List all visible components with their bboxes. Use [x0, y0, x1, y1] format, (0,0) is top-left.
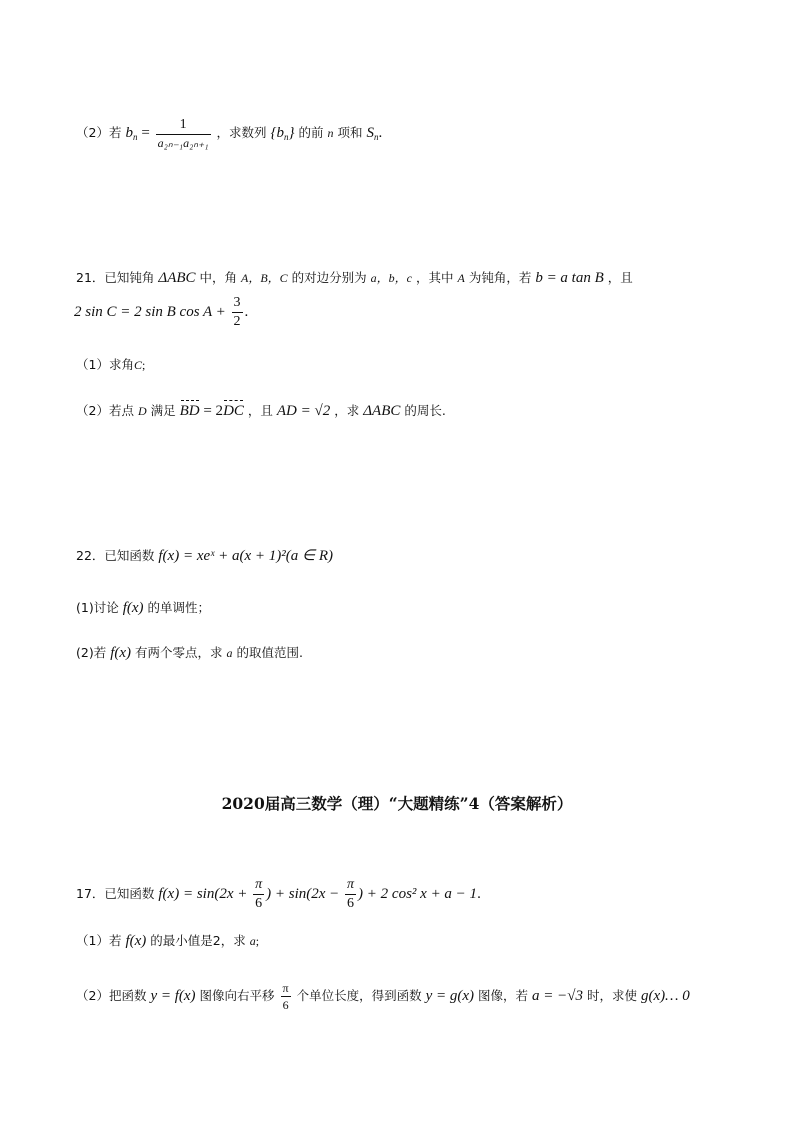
q22-part1-end: 的单调性； — [147, 600, 211, 615]
q17-part2-mid4: 时，求使 — [586, 988, 637, 1003]
q17-end: . — [477, 886, 481, 902]
q17-part2-y2: y = g(x) — [425, 988, 475, 1004]
q17-part1-prefix: （1）若 — [76, 933, 122, 948]
q17-tail: ) + 2 cos² x + a − 1 — [358, 886, 478, 902]
q21-part2-eq: = 2 — [199, 403, 224, 419]
q21-part1-end: ; — [141, 358, 146, 372]
answer-section-title: 2020届高三数学（理）“大题精练”4（答案解析） — [221, 794, 573, 813]
q17-lhs: f(x) = sin(2x + — [158, 886, 252, 902]
q17-part1-mid: 的最小值是2，求 — [150, 933, 246, 948]
q22-part2 — [76, 646, 303, 661]
q22-part2-fx: f(x) — [110, 645, 132, 661]
q22-part2-prefix: (2)若 — [76, 645, 107, 660]
q22-part1-fx: f(x) — [122, 600, 144, 616]
q17-part1-end: ; — [255, 934, 260, 948]
q17-part2-prefix: （2）把函数 — [76, 988, 147, 1003]
q22-part2-a: a — [226, 646, 233, 660]
q20-text2: 的前 — [298, 125, 324, 140]
q22-part1-prefix: (1)讨论 — [76, 600, 119, 615]
q17-part2-g: g(x)… 0 — [640, 988, 690, 1004]
q21-A: A — [457, 271, 465, 285]
q20-equals: = — [141, 125, 154, 141]
q21-part2-prefix: （2）若点 — [76, 403, 134, 418]
q21-vector-dc: DC — [223, 403, 244, 419]
q21-mid4: 为钝角，若 — [468, 270, 532, 285]
q17-frac1-num: π — [255, 877, 263, 892]
q17-frac2-den: 6 — [347, 896, 355, 911]
q21-equation: 2 sin C = 2 sin B cos A + — [74, 304, 230, 320]
q17-part2-frac — [281, 982, 291, 1011]
q21-part2-mid3: ，求 — [334, 403, 360, 418]
q17-part2-frac-den: 6 — [282, 998, 289, 1012]
q21-part2-tri: ΔABC — [363, 403, 401, 419]
q21-line2 — [74, 296, 248, 329]
q21-part2-end: 的周长. — [404, 403, 446, 418]
q21-fraction — [232, 296, 243, 329]
q17-line1 — [76, 878, 481, 911]
q17-frac1-den: 6 — [255, 896, 263, 911]
q21-sides: a，b，c — [370, 271, 412, 285]
q20-part2-prefix: （2）若 — [76, 125, 122, 140]
q22-part2-end: 的取值范围. — [236, 645, 303, 660]
q17-part2-y1: y = f(x) — [150, 988, 196, 1004]
q20-n: n — [327, 126, 334, 140]
q17-part2-mid1: 图像向右平移 — [199, 988, 275, 1003]
q22-function: f(x) = xeˣ + a(x + 1)²(a ∈ R) — [158, 548, 333, 564]
q17-frac2 — [345, 878, 356, 911]
q17-part2-mid3: 图像，若 — [478, 988, 529, 1003]
q21-part2 — [76, 404, 446, 419]
q21-part1-prefix: （1）求角 — [76, 357, 134, 372]
q17-part1-fx: f(x) — [125, 933, 147, 949]
q21-frac-den: 2 — [233, 314, 241, 329]
q22-line1 — [76, 549, 333, 564]
q20-frac-num: 1 — [179, 117, 187, 132]
q17-prefix: 17．已知函数 — [76, 886, 155, 901]
q21-mid3: ，其中 — [415, 270, 454, 285]
q20-seq: $\{b_n\}$ — [270, 125, 295, 142]
q21-part2-mid2: ，且 — [247, 403, 273, 418]
q21-line1-end: ，且 — [607, 270, 633, 285]
q21-frac-num: 3 — [233, 295, 241, 310]
q21-cond: b = a tan B — [535, 270, 604, 286]
q17-part1 — [76, 934, 259, 949]
q17-part2 — [76, 982, 690, 1011]
q17-frac2-num: π — [347, 877, 355, 892]
q21-part2-mid: 满足 — [150, 403, 176, 418]
q22-prefix: 22．已知函数 — [76, 548, 155, 563]
q22-part2-mid: 有两个零点，求 — [135, 645, 223, 660]
q20-sn: $S_n$ — [366, 125, 379, 142]
q20-bn: $b_n$ — [125, 125, 138, 142]
q21-prefix: 21．已知钝角 — [76, 270, 155, 285]
q21-angles: A，B，C — [241, 271, 288, 285]
q17-frac1 — [253, 878, 264, 911]
q21-mid: 中，角 — [199, 270, 238, 285]
q20-text1: ，求数列 — [216, 125, 267, 140]
q21-part1-var: C — [133, 358, 142, 372]
q17-part2-acond: a = −√3 — [532, 988, 583, 1004]
q17-part2-mid2: 个单位长度，得到函数 — [296, 988, 422, 1003]
q20-text3: 项和 — [337, 125, 363, 140]
q21-triangle: ΔABC — [158, 270, 196, 286]
q21-line1 — [76, 271, 633, 286]
q21-part2-D: D — [137, 404, 147, 418]
q20-end: . — [378, 125, 383, 141]
q17-part1-a: a — [249, 934, 256, 948]
q20-fraction — [156, 118, 211, 149]
q20-frac-den: a₂ₙ₋₁a₂ₙ₊₁ — [157, 136, 209, 150]
q17-mid: ) + sin(2x − — [266, 886, 344, 902]
q20-part2-line — [76, 118, 382, 149]
q21-vector-bd: BD — [179, 403, 200, 419]
q21-mid2: 的对边分别为 — [291, 270, 367, 285]
q22-part1 — [76, 601, 210, 616]
q21-part1 — [76, 359, 145, 372]
q17-part2-frac-num: π — [282, 981, 289, 995]
q21-line2-end: . — [244, 304, 249, 320]
q21-part2-ad: AD = √2 — [276, 403, 331, 419]
